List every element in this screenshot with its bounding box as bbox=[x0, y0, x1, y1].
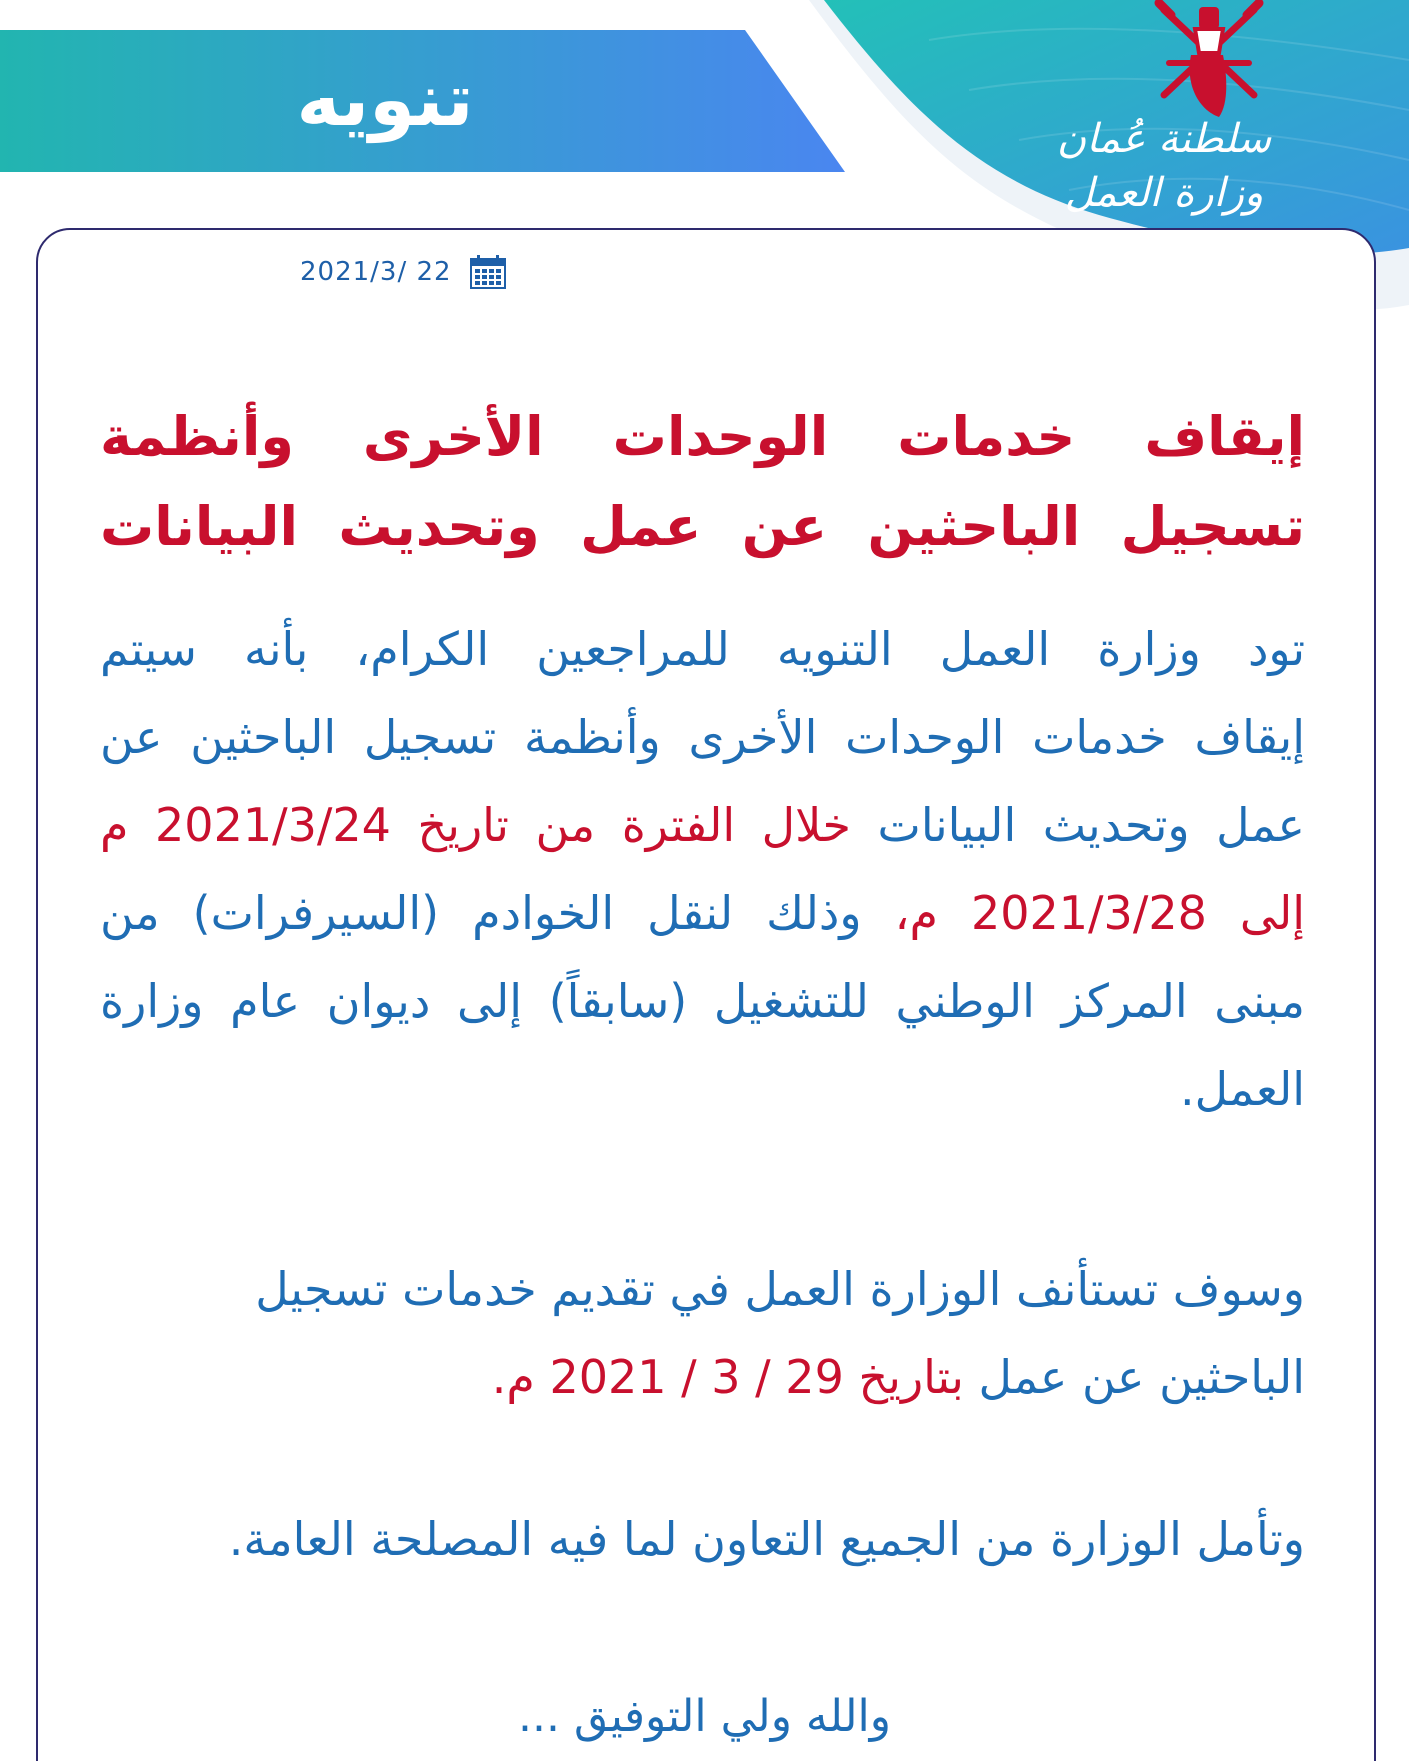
paragraph-1-line4-blue: وذلك لنقل الخوادم (السيرفرات) من bbox=[100, 886, 862, 940]
paragraph-2-line1: وسوف تستأنف الوزارة العمل في تقديم خدمات تسجيل bbox=[255, 1262, 1305, 1316]
paragraph-2-line2-blue: الباحثين عن عمل bbox=[978, 1350, 1305, 1404]
paragraph-1-line3-red: خلال الفترة من تاريخ 2021/3/24 م bbox=[100, 798, 851, 852]
paragraph-1-line6: العمل. bbox=[1179, 1062, 1305, 1116]
ministry-name bbox=[1054, 112, 1274, 220]
paragraph-2 bbox=[100, 1245, 1305, 1421]
paragraph-1-line5: مبنى المركز الوطني للتشغيل (سابقاً) إلى ديوان عام وزارة bbox=[100, 974, 1305, 1028]
paragraph-2-line2 bbox=[100, 1333, 1305, 1421]
headline bbox=[100, 392, 1305, 572]
paragraph-1-line1: تود وزارة العمل التنويه للمراجعين الكرام، بأنه سيتم bbox=[100, 622, 1305, 676]
ministry-name-line2: وزارة العمل bbox=[1064, 170, 1264, 216]
date-text: 2021/3/ 22 bbox=[300, 257, 452, 287]
headline-line2: تسجيل الباحثين عن عمل وتحديث البيانات bbox=[100, 495, 1305, 558]
date-row bbox=[300, 254, 506, 290]
ministry-name-line1: سلطنة عُمان bbox=[1056, 116, 1272, 162]
calendar-icon bbox=[470, 255, 506, 289]
paragraph-2-line2-red: بتاريخ 29 / 3 / 2021 م. bbox=[491, 1350, 964, 1404]
paragraph-1-line3 bbox=[100, 781, 1305, 869]
closing-line: والله ولي التوفيق ... bbox=[518, 1691, 891, 1742]
paragraph-1-line4-red: إلى 2021/3/28 م، bbox=[894, 886, 1306, 940]
banner-title: تنويه bbox=[296, 57, 474, 143]
headline-line1: إيقاف خدمات الوحدات الأخرى وأنظمة bbox=[100, 405, 1305, 468]
paragraph-1-line4 bbox=[100, 869, 1305, 957]
paragraph-1 bbox=[100, 605, 1305, 1133]
paragraph-1-line2: إيقاف خدمات الوحدات الأخرى وأنظمة تسجيل الباحثين عن bbox=[100, 710, 1305, 764]
paragraph-3: وتأمل الوزارة من الجميع التعاون لما فيه المصلحة العامة. bbox=[228, 1512, 1305, 1566]
paragraph-1-line3-blue: عمل وتحديث البيانات bbox=[877, 798, 1306, 852]
